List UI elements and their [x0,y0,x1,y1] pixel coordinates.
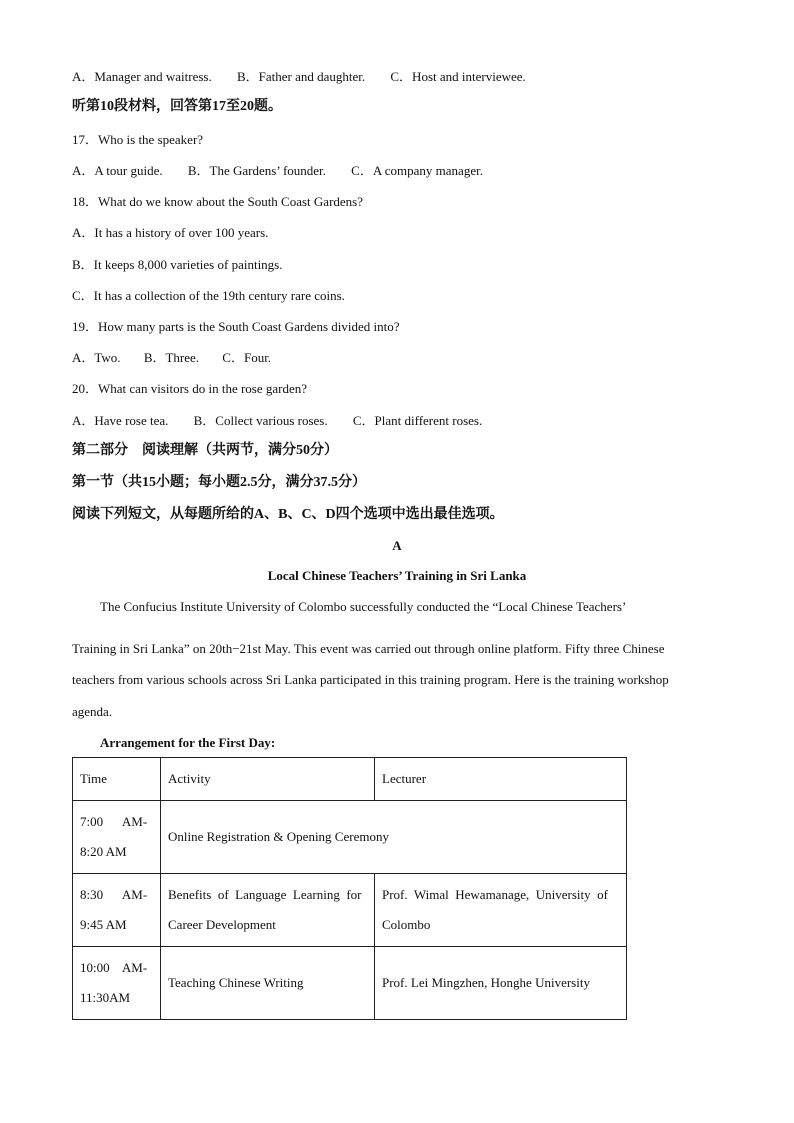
row1-time-line2: 8:20 AM [80,844,127,859]
passage-title: Local Chinese Teachers’ Training in Sri Lanka [267,568,527,583]
q17-stem: 17．Who is the speaker? [72,132,204,147]
table-row [73,874,627,947]
row2-lecturer-line2: Colombo [382,917,431,932]
row3-time [73,947,161,1020]
reading-instruction: 阅读下列短文，从每题所给的A、B、C、D四个选项中选出最佳选项。 [72,507,504,522]
q19-option-a: A．Two. [72,350,121,365]
q19-stem: 19．How many parts is the South Coast Gardens divided into? [72,319,400,334]
q18-option-a: A．It has a history of over 100 years. [72,225,269,240]
row1-time-line1: 7:00 AM- [80,814,148,829]
header-activity: Activity [161,758,375,801]
table-row [73,947,627,1020]
passage-line-2: Training in Sri Lanka” on 20th−21st May. This event was carried out through online platform. Fifty three Chinese [72,641,665,656]
row2-activity [161,874,375,947]
arrangement-heading: Arrangement for the First Day: [100,735,276,750]
passage-line-3: teachers from various schools across Sri Lanka participated in this training program. Here is the training workshop [72,672,669,687]
q17-options [72,163,483,179]
passage-letter: A [392,538,402,553]
q20-options [72,413,482,429]
q20-stem: 20．What can visitors do in the rose garden? [72,381,308,396]
q18-option-b: B．It keeps 8,000 varieties of paintings. [72,257,283,272]
q16-option-a: A．Manager and waitress. [72,69,212,84]
header-time: Time [73,758,161,801]
q17-option-b: B．The Gardens’ founder. [187,163,326,178]
q17-option-a: A．A tour guide. [72,163,163,178]
section1-heading: 第一节（共15小题；每小题2.5分，满分37.5分） [72,475,366,490]
section10-heading: 听第10段材料，回答第17至20题。 [72,99,282,114]
agenda-table [72,757,627,1020]
row3-time-line1: 10:00 AM- [80,960,148,975]
passage-line-4: agenda. [72,704,113,719]
q17-option-c: C．A company manager. [351,163,483,178]
q16-options [72,69,526,85]
passage-line-1: The Confucius Institute University of Colombo successfully conducted the “Local Chinese Teachers’ [100,599,627,614]
row1-activity: Online Registration & Opening Ceremony [161,801,627,874]
row1-time [73,801,161,874]
q19-option-c: C．Four. [222,350,272,365]
q20-option-a: A．Have rose tea. [72,413,169,428]
row2-lecturer [375,874,627,947]
q18-stem: 18．What do we know about the South Coast Gardens? [72,194,364,209]
q16-option-b: B．Father and daughter. [236,69,366,84]
row2-activity-line2: Career Development [168,917,276,932]
row3-time-line2: 11:30AM [80,990,131,1005]
part2-heading: 第二部分 阅读理解（共两节，满分50分） [72,443,338,458]
q20-option-c: C．Plant different roses. [352,413,483,428]
row2-lecturer-line1: Prof. Wimal Hewamanage, University of [382,887,608,902]
row3-lecturer: Prof. Lei Mingzhen, Honghe University [375,947,627,1020]
row2-activity-line1: Benefits of Language Learning for [168,887,362,902]
table-row [73,801,627,874]
row3-activity: Teaching Chinese Writing [161,947,375,1020]
header-lecturer: Lecturer [375,758,627,801]
q20-option-b: B．Collect various roses. [193,413,328,428]
row2-time [73,874,161,947]
row2-time-line1: 8:30 AM- [80,887,148,902]
q18-option-c: C．It has a collection of the 19th century rare coins. [72,288,345,303]
q16-option-c: C．Host and interviewee. [390,69,526,84]
table-header-row [73,758,627,801]
q19-options [72,350,271,366]
q19-option-b: B．Three. [143,350,200,365]
row2-time-line2: 9:45 AM [80,917,127,932]
